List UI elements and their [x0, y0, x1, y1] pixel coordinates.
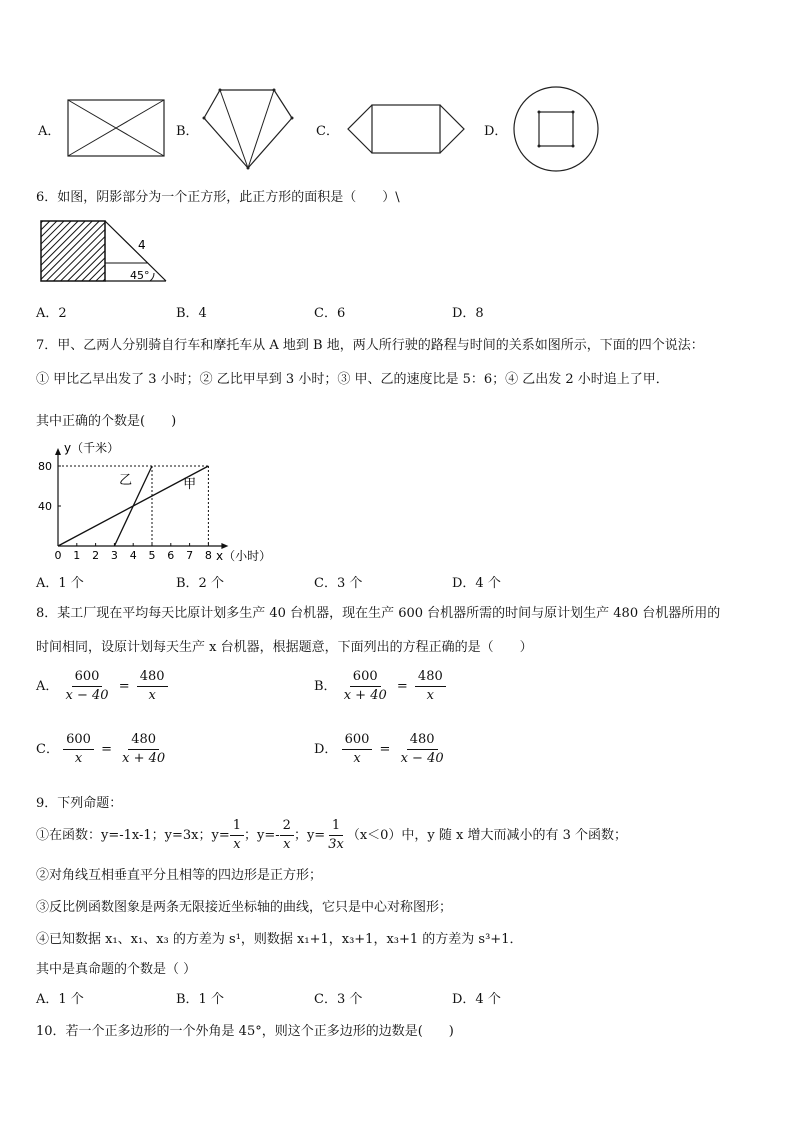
- chart-y-arrow: [55, 448, 61, 455]
- q9-option-a: A．1 个: [36, 992, 84, 1007]
- chart-x-tick-label: 3: [110, 549, 118, 562]
- chart-series-label-1: 甲: [183, 477, 197, 492]
- chart-y-tick-label: 80: [38, 460, 52, 473]
- q9-statement-3: ③反比例函数图象是两条无限接近坐标轴的曲线，它只是中心对称图形；: [36, 900, 453, 915]
- chart-x-tick-label: 2: [92, 549, 100, 562]
- q8-option-a-left-fraction: $\frac{600}{x - 40}$: [65, 669, 109, 703]
- q8-option-a: A． $\frac{600}{x - 40}$ = $\frac{480}{x}$: [36, 668, 168, 705]
- chart-x-tick-label: 7: [186, 549, 194, 562]
- q7-option-c: C．3 个: [314, 576, 363, 591]
- q7-stem: 7．甲、乙两人分别骑自行车和摩托车从 A 地到 B 地，两人所行驶的路程与时间的关系如图所示，下面的四个说法：: [36, 338, 704, 353]
- chart-y-axis-label: y（千米）: [64, 441, 120, 455]
- q8-option-d-label: D．: [314, 742, 338, 757]
- q6-option-c: C．6: [314, 306, 346, 321]
- q6-option-b: B．4: [176, 306, 207, 321]
- q6-angle-label: 45°: [130, 269, 150, 282]
- q5-figure-a: [64, 96, 168, 160]
- q9-option-c: C．3 个: [314, 992, 363, 1007]
- q9-stem: 9．下列命题：: [36, 796, 123, 811]
- q8-option-b-left-fraction: $\frac{600}{x + 40}$: [343, 669, 387, 703]
- q9-option-b: B．1 个: [176, 992, 224, 1007]
- q7-option-a: A．1 个: [36, 576, 84, 591]
- q7-option-d: D．4 个: [452, 576, 501, 591]
- q5-option-d-label: D．: [484, 124, 508, 139]
- q6-side-label: 4: [138, 238, 146, 252]
- chart-y-tick-label: 40: [38, 500, 52, 513]
- q6-option-d: D．8: [452, 306, 484, 321]
- q8-option-c-left-fraction: $\frac{600}{x}$: [63, 731, 94, 768]
- q8-option-d-left-fraction: $\frac{600}{x}$: [342, 731, 373, 768]
- chart-series-label-2: 乙: [119, 473, 133, 488]
- q7-option-b: B．2 个: [176, 576, 224, 591]
- q8-option-d: D． $\frac{600}{x}$ = $\frac{480}{x - 40}$: [314, 731, 447, 768]
- q5-figure-b: [200, 86, 298, 172]
- q6-option-a: A．2: [36, 306, 67, 321]
- q6-stem: 6．如图，阴影部分为一个正方形，此正方形的面积是（ ）\: [36, 190, 400, 205]
- q7-chart: [34, 436, 284, 566]
- q7-statements: ① 甲比乙早出发了 3 小时；② 乙比甲早到 3 小时；③ 甲、乙的速度比是 5：6；④ 乙出发 2 小时追上了甲．: [36, 372, 669, 387]
- q5-figure-d: [510, 84, 602, 174]
- q5-option-c-label: C．: [316, 124, 339, 139]
- q10-stem: 10．若一个正多边形的一个外角是 45°，则这个正多边形的边数是( ): [36, 1024, 454, 1039]
- q8-option-c-label: C．: [36, 742, 59, 757]
- chart-x-tick-label: 5: [148, 549, 156, 562]
- q7-question: 其中正确的个数是( ): [36, 414, 177, 429]
- q8-option-d-right-fraction: $\frac{480}{x - 40}$: [400, 732, 444, 766]
- q8-option-c: C． $\frac{600}{x}$ = $\frac{480}{x + 40}$: [36, 731, 168, 768]
- chart-x-axis-label: x（小时）: [216, 549, 272, 563]
- q8-stem-line1: 8．某工厂现在平均每天比原计划多生产 40 台机器，现在生产 600 台机器所需的时间与原计划生产 480 台机器所用的: [36, 606, 721, 621]
- q8-option-a-label: A．: [36, 679, 59, 694]
- q9-question: 其中是真命题的个数是（ ）: [36, 962, 197, 977]
- q5-option-a-label: A．: [38, 124, 61, 139]
- chart-x-tick-label: 8: [204, 549, 212, 562]
- chart-x-tick-label: 4: [129, 549, 137, 562]
- q9-statement-2: ②对角线互相垂直平分且相等的四边形是正方形；: [36, 868, 323, 883]
- q8-option-b-label: B．: [314, 679, 337, 694]
- q8-option-b: B． $\frac{600}{x + 40}$ = $\frac{480}{x}$: [314, 668, 446, 705]
- q8-option-c-right-fraction: $\frac{480}{x + 40}$: [122, 732, 166, 766]
- chart-x-tick-label: 0: [54, 549, 62, 562]
- q8-stem-line2: 时间相同，设原计划每天生产 x 台机器，根据题意，下面列出的方程正确的是（ ）: [36, 640, 533, 655]
- q8-option-a-right-fraction: $\frac{480}{x}$: [137, 668, 168, 705]
- q9-statement-1: ①在函数：y=-1x-1；y=3x；y= $\frac{1}{x}$ ；y=- $\frac{2}{x}$ ；y= $\frac{1}{3x}$ （x＜0）中，y 随 x 增大而减小的有 3 个函数；: [36, 818, 628, 852]
- q6-figure: [38, 218, 172, 284]
- q9-statement-4: ④已知数据 x₁、x₁、x₃ 的方差为 s¹，则数据 x₁+1，x₃+1，x₃+1 的方差为 s³+1．: [36, 932, 523, 947]
- q8-option-b-right-fraction: $\frac{480}{x}$: [415, 668, 446, 705]
- q5-option-b-label: B．: [176, 124, 199, 139]
- q9-option-d: D．4 个: [452, 992, 501, 1007]
- chart-x-tick-label: 6: [167, 549, 175, 562]
- chart-x-tick-label: 1: [73, 549, 81, 562]
- q5-figure-c: [344, 100, 468, 158]
